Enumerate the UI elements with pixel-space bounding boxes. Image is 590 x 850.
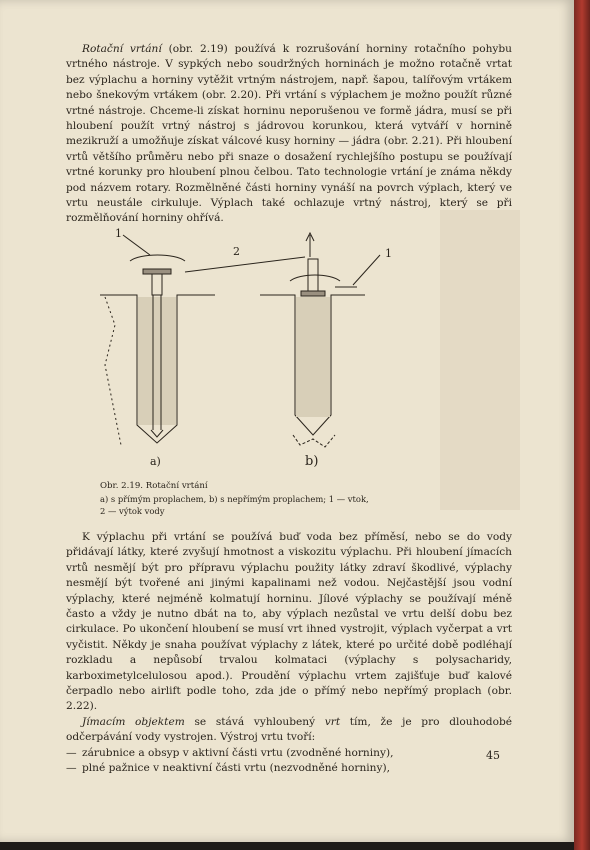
paragraph-flushing [66, 530, 512, 777]
list-item: — plné pažnice v neaktivní části vrtu (nezvodněné horniny), [66, 762, 390, 775]
figure-label-b: b) [305, 454, 319, 469]
term-intake-object: Jímacím objektem [82, 715, 185, 728]
leader-1-left [123, 235, 150, 255]
caption-line-1: a) s přímým proplachem, b) s nepřímým proplachem; 1 — vtok, [100, 493, 369, 504]
paragraph-2-body: K výplachu při vrtání se používá buď voda bez příměsí, nebo se do vody přidávají látky, které zvyšují hmotnost a viskozitu výplachu. Při hloubení jímacích vrtů nesmějí být pro přípravu výplachu použity látky zdraví škodlivé, výplachy nesmějí být tvořené ani jinými kapalinami než vodou. Nejčastější jsou vodní výplachy, které nejméně kolmatují horninu. Jílové výplachy se používají méně často a vždy je nutno dbát na to, aby výplach nezůstal ve vrtu delší dobu bez cirkulace. Po ukončení hloubení se musí vrt ihned vystrojit, výplach vyčerpat a vrt vyčistit. Někdy je snaha používat výplachy z látek, které po určité době podléhají rozkladu a nepůsobí trvalou kolmataci (výplachy s polysacharidy, karboximetylcelulosou apod.). Proudění výplachu vrtem zajišťuje buď kalové čerpadlo nebo airlift podle toho, zda jde o přímý nebo nepřímý proplach (obr. 2.22). [66, 531, 512, 713]
show-through-shadow [440, 210, 520, 510]
page-number: 45 [486, 749, 500, 762]
paragraph-well-structure: Jímacím objektem se stává vyhloubený vrt tím, že je pro dlouhodobé odčerpávání vody vystrojen. Výstroj vrtu tvoří: [66, 715, 513, 744]
swivel-a [152, 273, 162, 295]
caption-title: Obr. 2.19. Rotační vrtání [100, 481, 208, 491]
diagram-a [100, 235, 305, 445]
well-equipment-list [66, 746, 512, 777]
leader-2 [185, 257, 305, 272]
paragraph-rotary-drilling [66, 42, 512, 227]
rotary-table-a [143, 269, 171, 274]
borehole-a-fill [138, 297, 176, 425]
figure-rotary-drilling [95, 225, 405, 475]
rotary-table-b [301, 291, 325, 296]
rotation-arrow-a [130, 255, 185, 261]
figure-caption [100, 480, 420, 518]
caption-line-2: 2 — výtok vody [100, 506, 165, 516]
figure-label-1-left: 1 [115, 227, 122, 240]
borehole-b-fill [296, 297, 330, 417]
term-rotary-drilling: Rotační vrtání [82, 43, 162, 55]
term-well: vrt [324, 715, 341, 728]
figure-label-2: 2 [233, 245, 240, 258]
leader-1-right [353, 255, 380, 285]
list-item: — zárubnice a obsyp v aktivní části vrtu (zvodněné horniny), [66, 746, 394, 759]
page-bottom-edge [0, 842, 574, 850]
figure-label-a: a) [150, 455, 161, 468]
diagram-b [260, 233, 380, 447]
swivel-b [308, 259, 318, 295]
paragraph-1-body: (obr. 2.19) používá k rozrušování horniny rotačního pohybu vrtného nástroje. V sypkých nebo soudržných horninách je možno rotačně vrtat bez výplachu a horniny vytěžit vrtným nástrojem, např. šapou, talířovým vrtákem nebo šnekovým vrtákem (obr. 2.20). Při vrtání s výplachem je možno použít různé vrtné nástroje. Chceme-li získat horninu neporušenou ve formě jádra, musí se při hloubení použít vrtný nástroj s jádrovou korunkou, která vytváří v hornině mezikruží a umožňuje získat válcové kusy horniny — jádra (obr. 2.21). Při hloubení vrtů většího průměru nebo při snaze o dosažení rychlejšího postupu se používají vrtné korunky pro hloubení plnou čelbou. Tato technologie vrtání je známa někdy pod názvem rotary. Rozmělněné části horniny vynáší na povrch výplach, který ve vrtu neustále cirkuluje. Výplach také ochlazuje vrtný nástroj, který se při rozmělňování horniny ohřívá. [66, 43, 512, 225]
figure-label-1-right: 1 [385, 247, 392, 260]
book-binding [574, 0, 590, 850]
